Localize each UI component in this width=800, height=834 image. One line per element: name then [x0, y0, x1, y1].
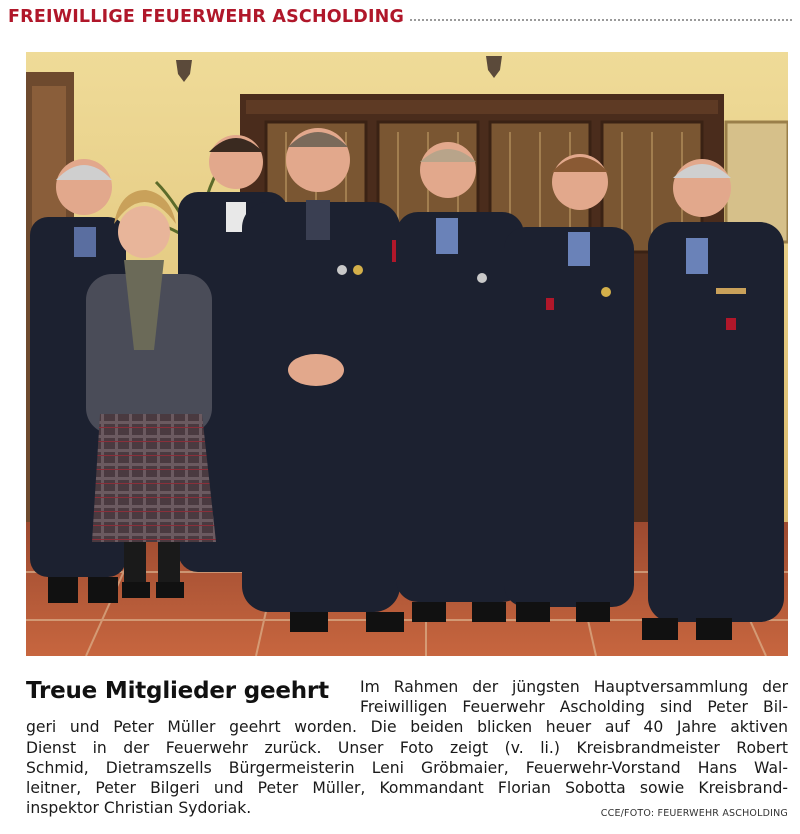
section-kicker: FREIWILLIGE FEUERWEHR ASCHOLDING	[8, 7, 405, 27]
caption-line: Schmid, Dietramszells Bürgermeisterin Leni Gröbmaier, Feuerwehr-Vorstand Hans Wal-	[26, 758, 788, 777]
caption-line: leitner, Peter Bilgeri und Peter Müller, Kommandant Florian Sobotta sowie Kreisbrand-	[26, 779, 788, 798]
caption-line: inspektor Christian Sydoriak.	[26, 799, 252, 818]
caption-line: Im Rahmen der jüngsten Hauptversammlung der	[360, 678, 788, 696]
caption-line: Dienst in der Feuerwehr zurück. Unser Foto zeigt (v. li.) Kreisbrandmeister Robert	[26, 738, 788, 757]
headline-spacer	[26, 677, 360, 717]
article-caption	[26, 677, 788, 818]
article-headline: Treue Mitglieder geehrt	[26, 678, 329, 704]
article-photo	[26, 52, 788, 656]
caption-line: Freiwilligen Feuerwehr Ascholding sind Peter Bil-	[360, 698, 788, 717]
caption-line: geri und Peter Müller geehrt worden. Die beiden blicken heuer auf 40 Jahre aktiven	[26, 718, 788, 737]
section-header	[8, 4, 792, 30]
dotted-rule	[410, 19, 792, 21]
photo-credit: CCE/FOTO: FEUERWEHR ASCHOLDING	[600, 808, 788, 819]
